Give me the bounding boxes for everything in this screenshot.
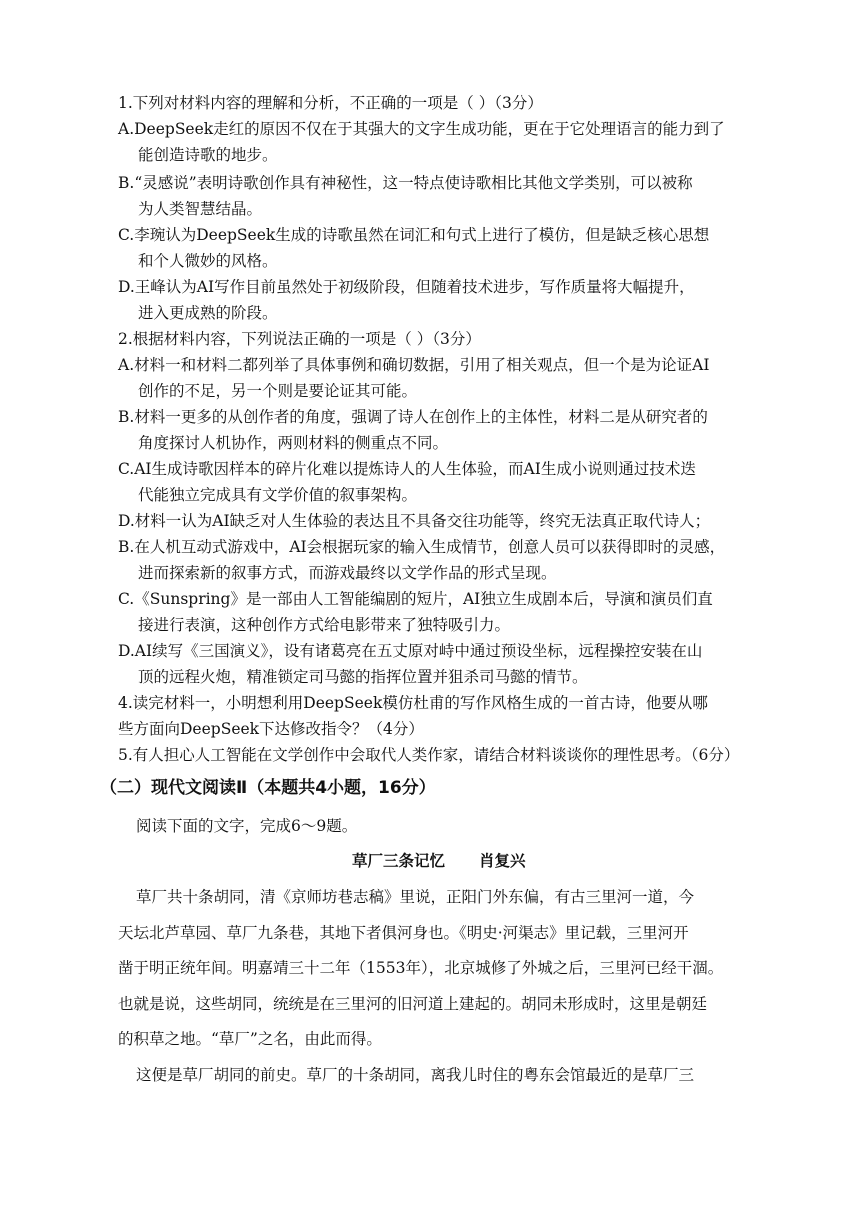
- question-2-option-c: C.AI生成诗歌因样本的碎片化难以提炼诗人的人生体验，而AI生成小说则通过技术迭: [118, 460, 696, 478]
- question-3-option-c: C.《Sunspring》是一部由人工智能编剧的短片，AI独立生成剧本后，导演和演员们直: [118, 590, 713, 608]
- question-1-option-a-cont: 能创造诗歌的地步。: [138, 146, 278, 164]
- article-paragraph-1-line-3: 凿于明正统年间。明嘉靖三十二年（1553年），北京城修了外城之后，三里河已经干涸。: [118, 959, 724, 977]
- article-title: 草厂三条记忆: [352, 852, 446, 870]
- question-3-option-d-cont: 顶的远程火炮，精准锁定司马懿的指挥位置并狙杀司马懿的情节。: [138, 668, 588, 686]
- question-3-option-b: B.在人机互动式游戏中，AI会根据玩家的输入生成情节，创意人员可以获得即时的灵感，: [118, 538, 726, 556]
- reading-instruction: 阅读下面的文字，完成6～9题。: [136, 817, 358, 835]
- article-paragraph-1-line-1: 草厂共十条胡同，清《京师坊巷志稿》里说，正阳门外东偏，有古三里河一道，今: [136, 888, 695, 906]
- article-title-line: [352, 850, 526, 872]
- question-3-option-b-cont: 进而探索新的叙事方式，而游戏最终以文学作品的形式呈现。: [138, 564, 557, 582]
- question-1-option-c-cont: 和个人微妙的风格。: [138, 252, 278, 270]
- question-2-option-b-cont: 角度探讨人机协作，两则材料的侧重点不同。: [138, 434, 449, 452]
- question-1-option-a: A.DeepSeek走红的原因不仅在于其强大的文字生成功能，更在于它处理语言的能力到了: [118, 120, 725, 138]
- article-paragraph-1-line-2: 天坛北芦草园、草厂九条巷，其地下者俱河身也。《明史·河渠志》里记载，三里河开: [118, 924, 689, 942]
- question-4-line-1: 4.读完材料一，小明想利用DeepSeek模仿杜甫的写作风格生成的一首古诗，他要从哪: [118, 694, 708, 712]
- question-4-line-2: 些方面向DeepSeek下达修改指令？（4分）: [118, 720, 424, 738]
- article-paragraph-1-line-4: 也就是说，这些胡同，统统是在三里河的旧河道上建起的。胡同未形成时，这里是朝廷: [118, 995, 708, 1013]
- article-paragraph-2-line-1: 这便是草厂胡同的前史。草厂的十条胡同，离我儿时住的粤东会馆最近的是草厂三: [136, 1066, 695, 1084]
- question-5: 5.有人担心人工智能在文学创作中会取代人类作家，请结合材料谈谈你的理性思考。（6分）: [118, 746, 740, 764]
- question-2-option-b: B.材料一更多的从创作者的角度，强调了诗人在创作上的主体性，材料二是从研究者的: [118, 408, 708, 426]
- article-paragraph-1-line-5: 的积草之地。“草厂”之名，由此而得。: [118, 1030, 382, 1048]
- question-1-option-b-cont: 为人类智慧结晶。: [138, 200, 263, 218]
- question-1-option-b: B.“灵感说”表明诗歌创作具有神秘性，这一特点使诗歌相比其他文学类别，可以被称: [118, 174, 693, 192]
- article-author: 肖复兴: [479, 852, 526, 870]
- question-3-option-c-cont: 接进行表演，这种创作方式给电影带来了独特吸引力。: [138, 616, 511, 634]
- question-1-option-c: C.李琬认为DeepSeek生成的诗歌虽然在词汇和句式上进行了模仿，但是缺乏核心思想: [118, 226, 710, 244]
- question-3-option-d: D.AI续写《三国演义》，设有诸葛亮在五丈原对峙中通过预设坐标，远程操控安装在山: [118, 642, 703, 660]
- question-1-stem: 1.下列对材料内容的理解和分析，不正确的一项是（ ）（3分）: [118, 94, 543, 112]
- question-2-option-c-cont: 代能独立完成具有文学价值的叙事架构。: [138, 486, 418, 504]
- question-1-option-d-cont: 进入更成熟的阶段。: [138, 304, 278, 322]
- question-2-option-a-cont: 创作的不足，另一个则是要论证其可能。: [138, 382, 418, 400]
- question-2-stem: 2.根据材料内容，下列说法正确的一项是（ ）（3分）: [118, 330, 481, 348]
- section-heading: （二）现代文阅读Ⅱ（本题共4小题，16分）: [100, 778, 436, 798]
- question-2-option-d: D.材料一认为AI缺乏对人生体验的表达且不具备交往功能等，终究无法真正取代诗人；: [118, 512, 711, 530]
- question-2-option-a: A.材料一和材料二都列举了具体事例和确切数据，引用了相关观点，但一个是为论证AI: [118, 356, 710, 374]
- question-1-option-d: D.王峰认为AI写作目前虽然处于初级阶段，但随着技术进步，写作质量将大幅提升，: [118, 278, 695, 296]
